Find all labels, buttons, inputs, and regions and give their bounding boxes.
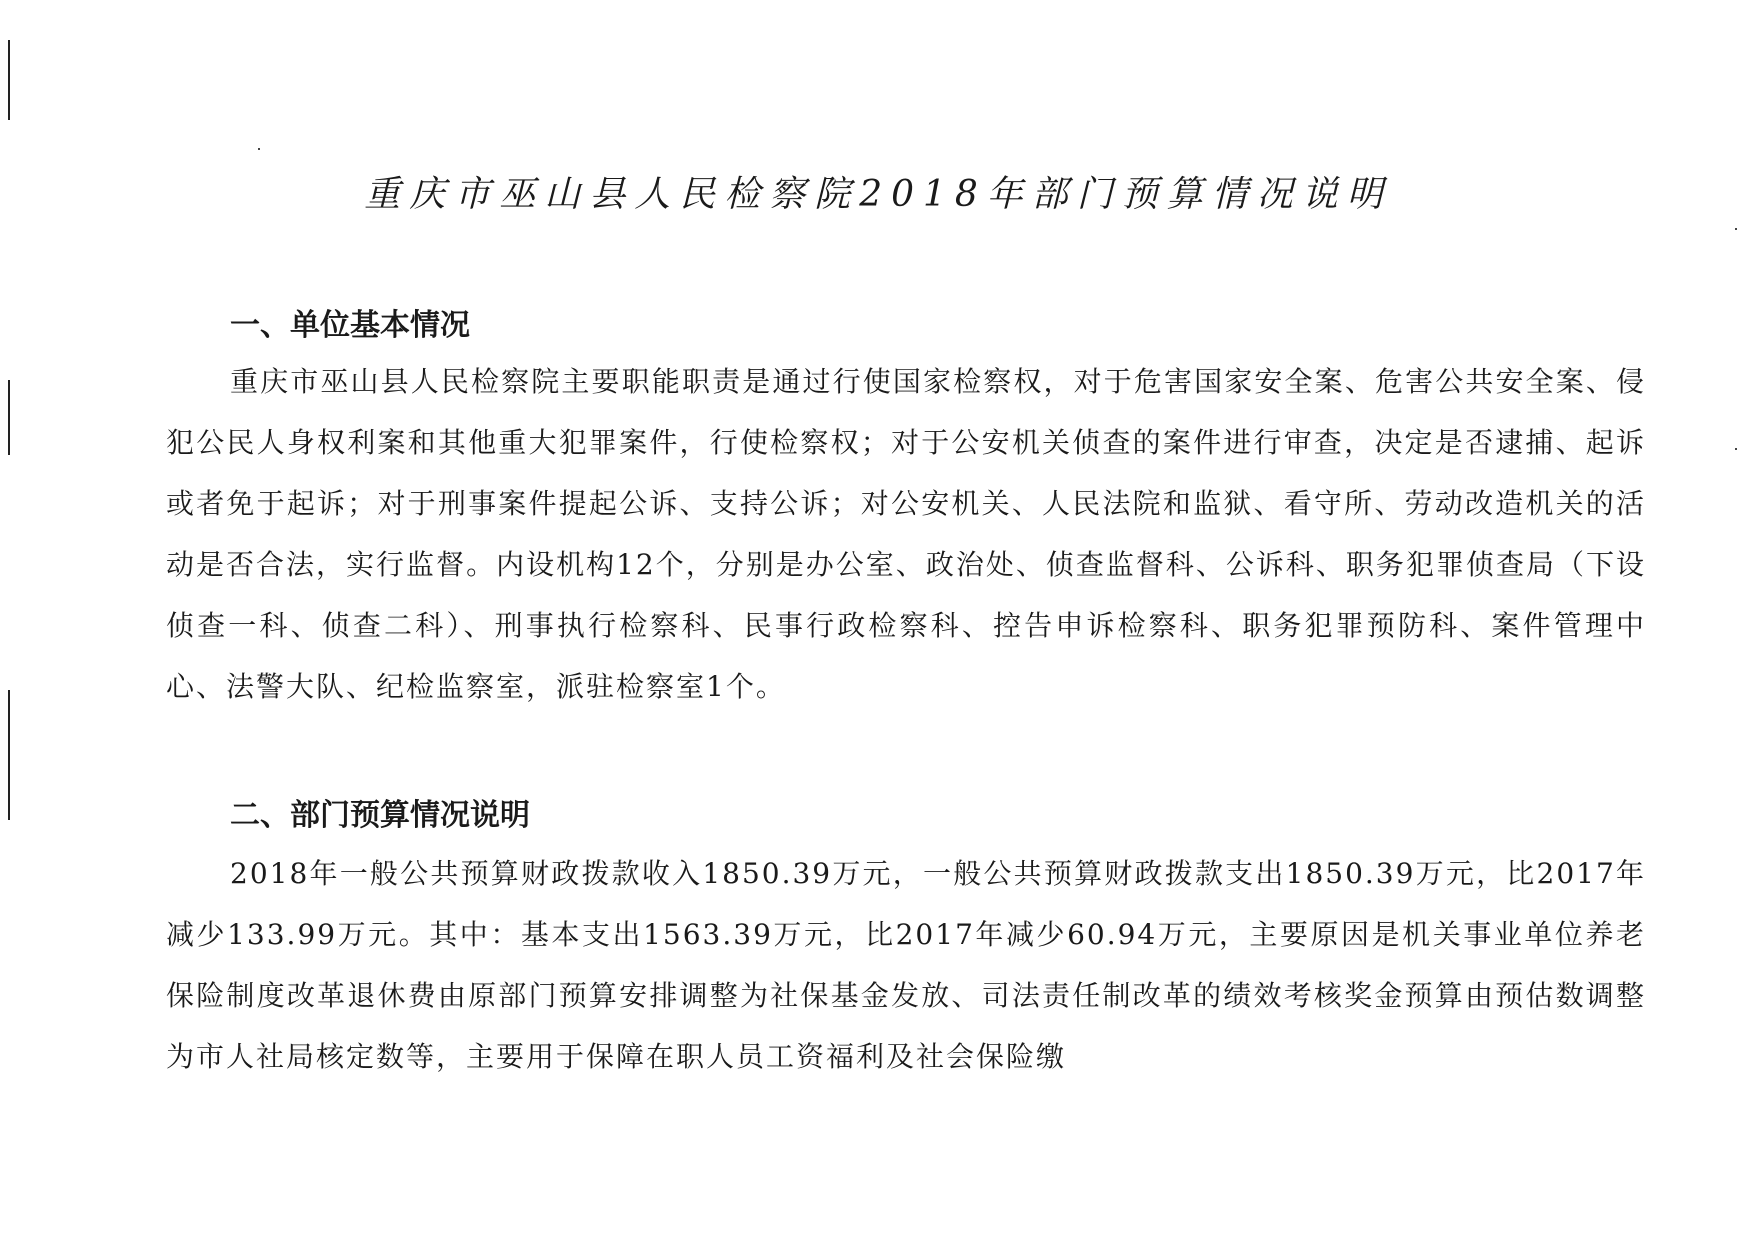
scan-speck — [1735, 448, 1737, 450]
section-paragraph — [166, 351, 1646, 717]
scan-edge-mark — [8, 690, 10, 820]
section-heading: 一、单位基本情况 — [230, 308, 470, 343]
scan-edge-mark — [8, 40, 10, 120]
scan-speck — [1735, 228, 1737, 230]
paragraph-text: 重庆市巫山县人民检察院主要职能职责是通过行使国家检察权，对于危害国家安全案、危害公共安全案、侵犯公民人身权利案和其他重大犯罪案件，行使检察权；对于公安机关侦查的案件进行审查，决定是否逮捕、起诉或者免于起诉；对于刑事案件提起公诉、支持公诉；对公安机关、人民法院和监狱、看守所、劳动改造机关的活动是否合法，实行监督。内设机构12个，分别是办公室、政治处、侦查监督科、公诉科、职务犯罪侦查局（下设侦查一科、侦查二科）、刑事执行检察科、民事行政检察科、控告申诉检察科、职务犯罪预防科、案件管理中心、法警大队、纪检监察室，派驻检察室1个。 — [166, 365, 1646, 703]
paragraph-text: 2018年一般公共预算财政拨款收入1850.39万元，一般公共预算财政拨款支出1850.39万元，比2017年减少133.99万元。其中：基本支出1563.39万元，比2017年减少60.94万元，主要原因是机关事业单位养老保险制度改革退休费由原部门预算安排调整为社保基金发放、司法责任制改革的绩效考核奖金预算由预估数调整为市人社局核定数等，主要用于保障在职人员工资福利及社会保险缴 — [166, 857, 1646, 1073]
document-title: 重庆市巫山县人民检察院2018年部门预算情况说明 — [364, 174, 1392, 215]
scan-speck — [258, 148, 260, 150]
section-paragraph — [166, 843, 1646, 1087]
section-heading: 二、部门预算情况说明 — [230, 798, 530, 833]
scan-edge-mark — [8, 380, 10, 455]
